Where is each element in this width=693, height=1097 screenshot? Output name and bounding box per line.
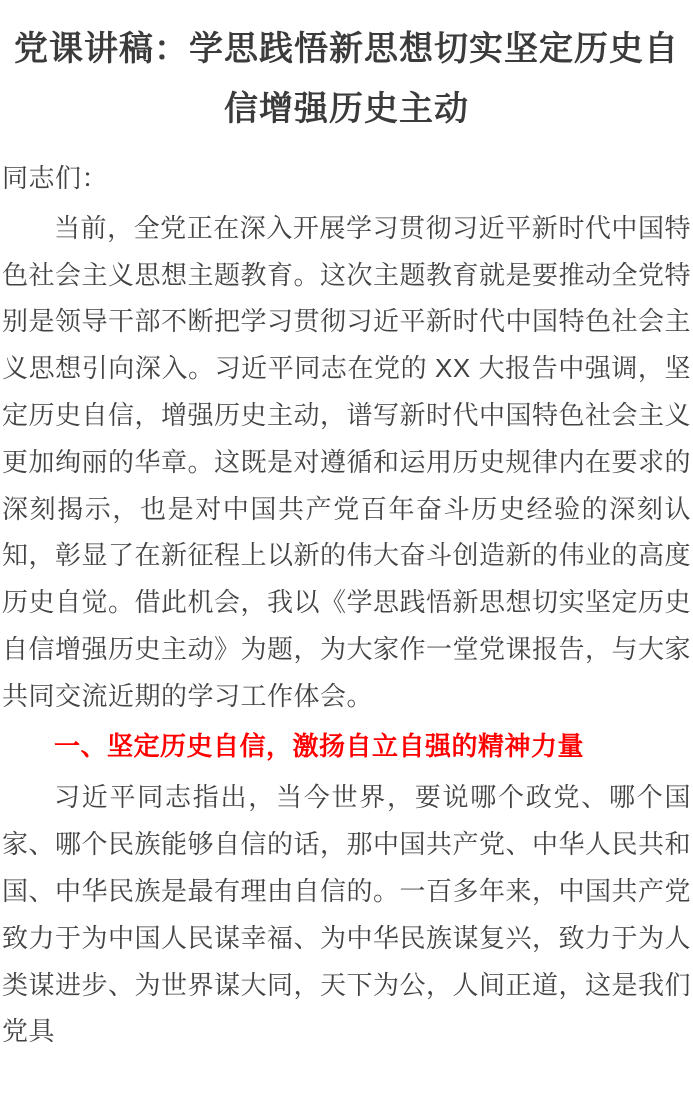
- salutation: 同志们：: [2, 163, 109, 193]
- paragraph-intro: 当前，全党正在深入开展学习贯彻习近平新时代中国特色社会主义思想主题教育。这次主题教育就是要推动全党特别是领导干部不断把学习贯彻习近平新时代中国特色社会主义思想引向深入。习近平同志在党的 XX 大报告中强调，坚定历史自信，增强历史主动，谱写新时代中国特色社会主义更加绚丽的华章。这既是对遵循和运用历史规律内在要求的深刻揭示，也是对中国共产党百年奋斗历史经验的深刻认知，彰显了在新征程上以新的伟大奋斗创造新的伟业的高度历史自觉。借此机会，我以《学思践悟新思想切实坚定历史自信增强历史主动》为题，为大家作一堂党课报告，与大家共同交流近期的学习工作体会。: [2, 212, 692, 711]
- document-title: 党课讲稿：学思践悟新思想切实坚定历史自信增强历史主动: [14, 30, 679, 128]
- paragraph-section-1: 习近平同志指出，当今世界，要说哪个政党、哪个国家、哪个民族能够自信的话，那中国共产党、中华人民共和国、中华民族是最有理由自信的。一百多年来，中国共产党致力于为中国人民谋幸福、为中华民族谋复兴，致力于为人类谋进步、为世界谋大同，天下为公，人间正道，这是我们党具: [2, 782, 692, 1047]
- section-heading-1: 一、坚定历史自信，激扬自立自强的精神力量: [54, 730, 585, 761]
